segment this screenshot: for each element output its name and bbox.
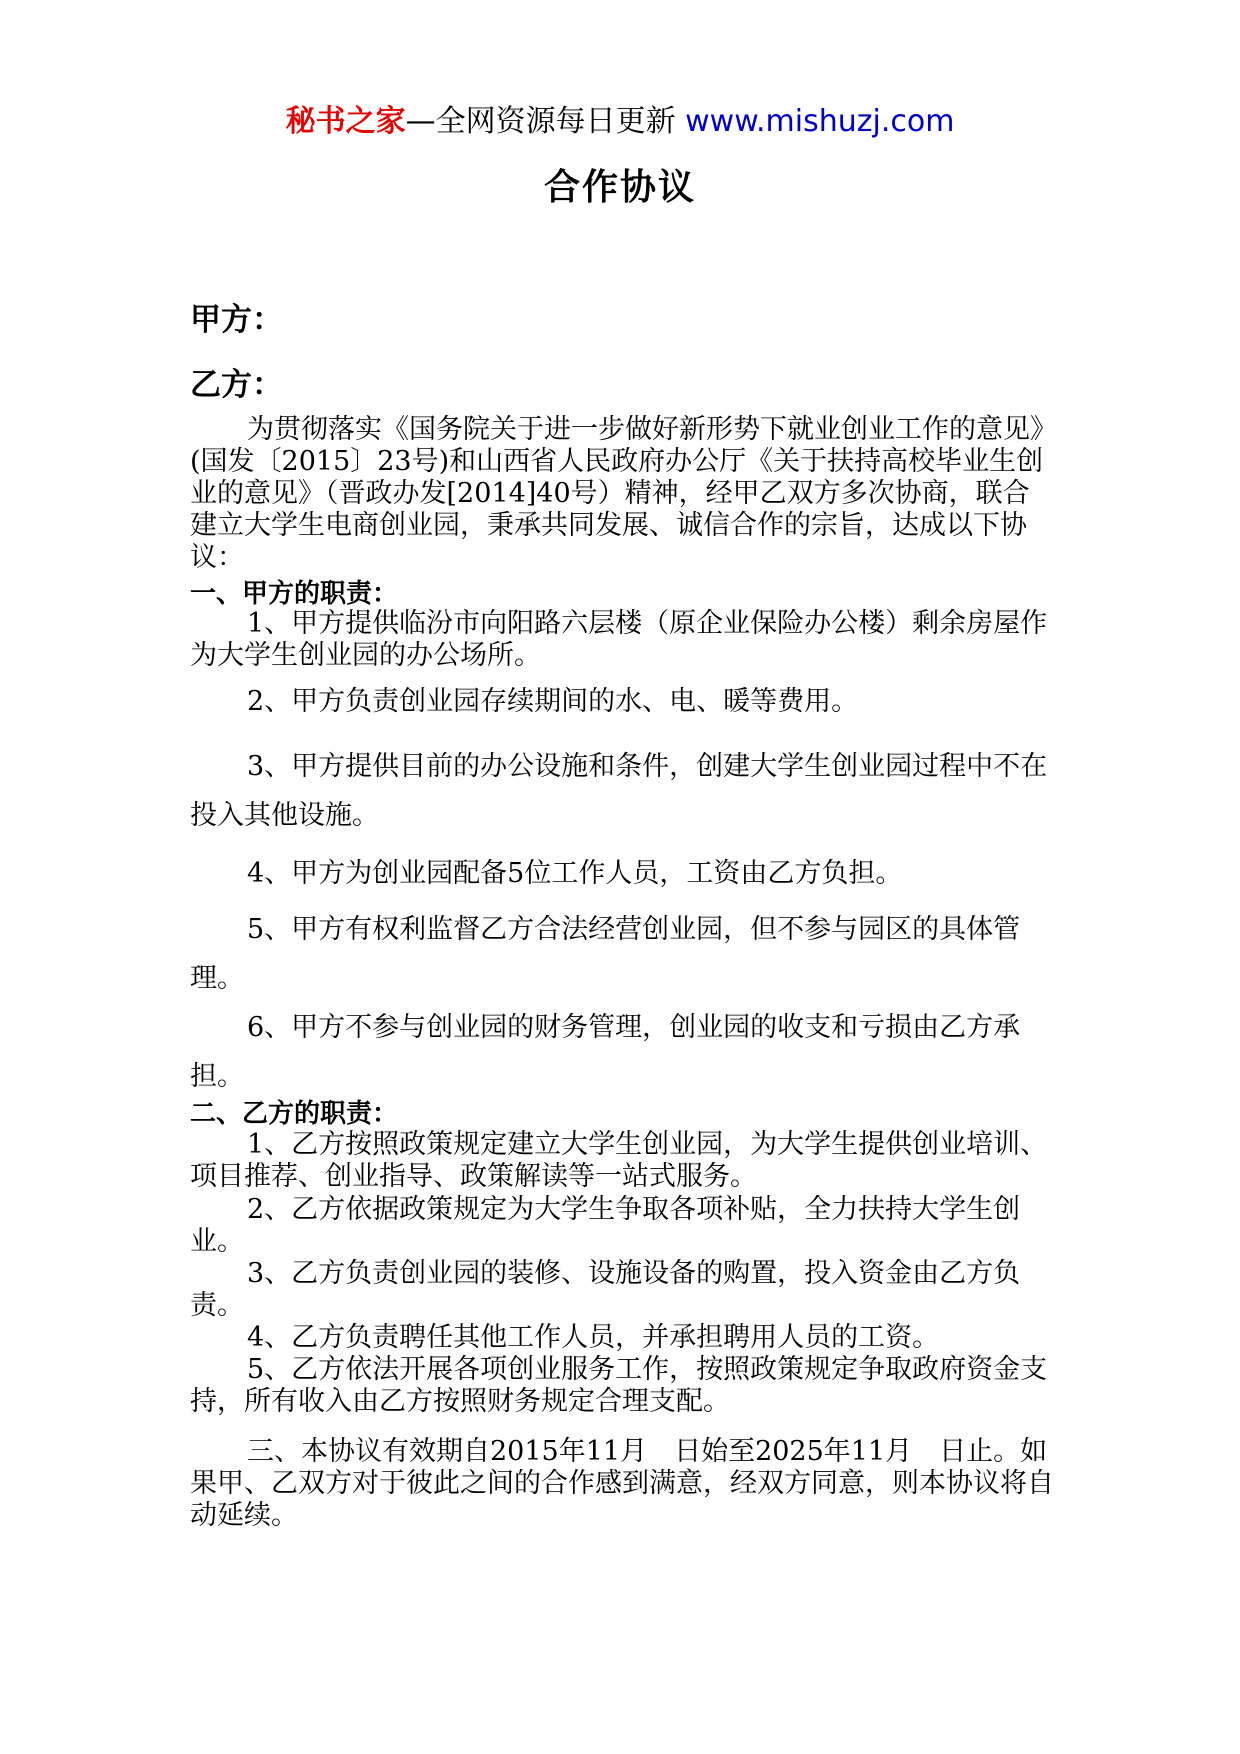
section-a-item-6: 6、甲方不参与创业园的财务管理，创业园的收支和亏损由乙方承担。	[190, 1012, 1021, 1092]
site-header	[0, 100, 1240, 144]
section-a-item-5: 5、甲方有权利监督乙方合法经营创业园，但不参与园区的具体管理。	[190, 914, 1021, 994]
section-b-heading: 二、乙方的职责：	[190, 1099, 399, 1129]
section-c-paragraph: 三、本协议有效期自2015年11月 日始至2025年11月 日止。如果甲、乙双方对于彼此之间的合作感到满意，经双方同意，则本协议将自动延续。	[190, 1436, 1054, 1531]
section-b-item-2: 2、乙方依据政策规定为大学生争取各项补贴，全力扶持大学生创业。	[190, 1194, 1021, 1257]
brand-name: 秘书之家	[285, 104, 406, 139]
section-b-item-4: 4、乙方负责聘任其他工作人员，并承担聘用人员的工资。	[247, 1322, 940, 1353]
section-a-item-1: 1、甲方提供临汾市向阳路六层楼（原企业保险办公楼）剩余房屋作为大学生创业园的办公场所。	[190, 608, 1048, 671]
section-b-item-3: 3、乙方负责创业园的装修、设施设备的购置，投入资金由乙方负责。	[190, 1258, 1021, 1321]
section-a-item-2: 2、甲方负责创业园存续期间的水、电、暖等费用。	[247, 686, 859, 717]
section-a-item-4: 4、甲方为创业园配备5位工作人员，工资由乙方负担。	[247, 858, 903, 889]
party-a-label: 甲方：	[190, 302, 283, 338]
site-url[interactable]: www.mishuzj.com	[685, 104, 955, 139]
party-b-label: 乙方：	[190, 367, 283, 403]
section-a-heading: 一、甲方的职责：	[190, 579, 399, 609]
section-b-item-5: 5、乙方依法开展各项创业服务工作，按照政策规定争取政府资金支持，所有收入由乙方按照财务规定合理支配。	[190, 1354, 1048, 1417]
intro-paragraph: 为贯彻落实《国务院关于进一步做好新形势下就业创业工作的意见》(国发〔2015〕23号)和山西省人民政府办公厅《关于扶持高校毕业生创业的意见》（晋政办发[2014]40号）精神，经甲乙双方多次协商，联合建立大学生电商创业园，秉承共同发展、诚信合作的宗旨，达成以下协议：	[190, 414, 1044, 573]
document-title: 合作协议	[543, 167, 696, 208]
section-b-item-1: 1、乙方按照政策规定建立大学生创业园，为大学生提供创业培训、项目推荐、创业指导、政策解读等一站式服务。	[190, 1129, 1048, 1192]
section-a-item-3: 3、甲方提供目前的办公设施和条件，创建大学生创业园过程中不在投入其他设施。	[190, 751, 1048, 831]
header-slogan: —全网资源每日更新	[405, 104, 686, 139]
